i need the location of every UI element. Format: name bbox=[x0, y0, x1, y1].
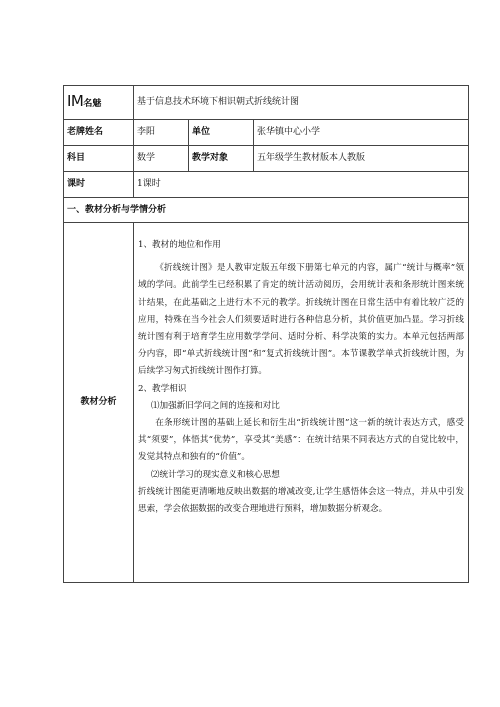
section-title: 一、教材分析与学情分析 bbox=[64, 198, 469, 223]
paragraph-position-role: 《折线统计图》是人教审定版五年级下册第七单元的内容，属广“统计与概率”领域的学问。此前学生已经积累了肯定的统计活动阅历，会用统计表和条形统计图来统计结果，在此基础之上进行木不元的教学。折线统计图在日常生活中有着比较广泛的应用，特殊在当今社会人们须要适时进行各种信息分析，其价值更加凸显。学习折线统计图有利于培育学生应用数学学问、适时分析、科学决策的实力。本单元包括两部分内容，即“单式折线统计图”和“复式折线统计图”。本节课教学单式折线统计图，为后续学习匆式折线统计图作打算。 bbox=[138, 263, 465, 377]
analysis-row bbox=[64, 223, 469, 583]
analysis-label: 教材分析 bbox=[64, 223, 134, 583]
paragraph-connection: 在条形统计图的基础上延长和衍生出“折线统计图”这一新的统计表达方式，感受其“须要”，体悟其“优势”，享受其“美感”：在统计结果不同表达方式的自觉比较中，发觉其特点和独有的“价值”。 bbox=[138, 418, 465, 463]
heading-teaching-insight: 2、教学相识 bbox=[138, 383, 187, 394]
subject-label: 科目 bbox=[64, 146, 134, 172]
paragraph-significance: 折线统计图能更清晰地反映出数据的增减改变,让学生感悟体会这一特点，并从中引发思索，学会依据数据的改变合理地进行预料，增加数据分析观念。 bbox=[138, 486, 465, 515]
hours-label: 课时 bbox=[64, 172, 134, 198]
audience-label: 教学对象 bbox=[189, 146, 254, 172]
topic-label-prefix: IM bbox=[67, 91, 84, 110]
topic-value: 基于信息技术环境下相识朝式折线统计图 bbox=[134, 86, 469, 120]
heading-position-role: 1、教材的地位和作用 bbox=[138, 240, 221, 250]
audience-value: 五年级学生教材版本人教版 bbox=[254, 146, 469, 172]
topic-label-suffix: 名魅 bbox=[83, 98, 102, 109]
subheading-significance: ⑵统计学习的现实意义和核心思想 bbox=[150, 469, 280, 480]
section-row bbox=[64, 198, 469, 223]
subject-row bbox=[64, 146, 469, 172]
teacher-value: 李阳 bbox=[134, 120, 189, 146]
teacher-row bbox=[64, 120, 469, 146]
hours-row bbox=[64, 172, 469, 198]
unit-value: 张华镇中心小学 bbox=[254, 120, 469, 146]
teacher-label: 老牌姓名 bbox=[64, 120, 134, 146]
topic-label bbox=[64, 86, 134, 120]
unit-label: 单位 bbox=[189, 120, 254, 146]
subject-value: 数学 bbox=[134, 146, 189, 172]
topic-row bbox=[64, 86, 469, 120]
subheading-connection: ⑴加强新旧学问之间的连接和对比 bbox=[150, 400, 280, 411]
lesson-plan-table bbox=[63, 85, 469, 583]
hours-value: 1课时 bbox=[134, 172, 469, 198]
analysis-content bbox=[134, 223, 469, 583]
